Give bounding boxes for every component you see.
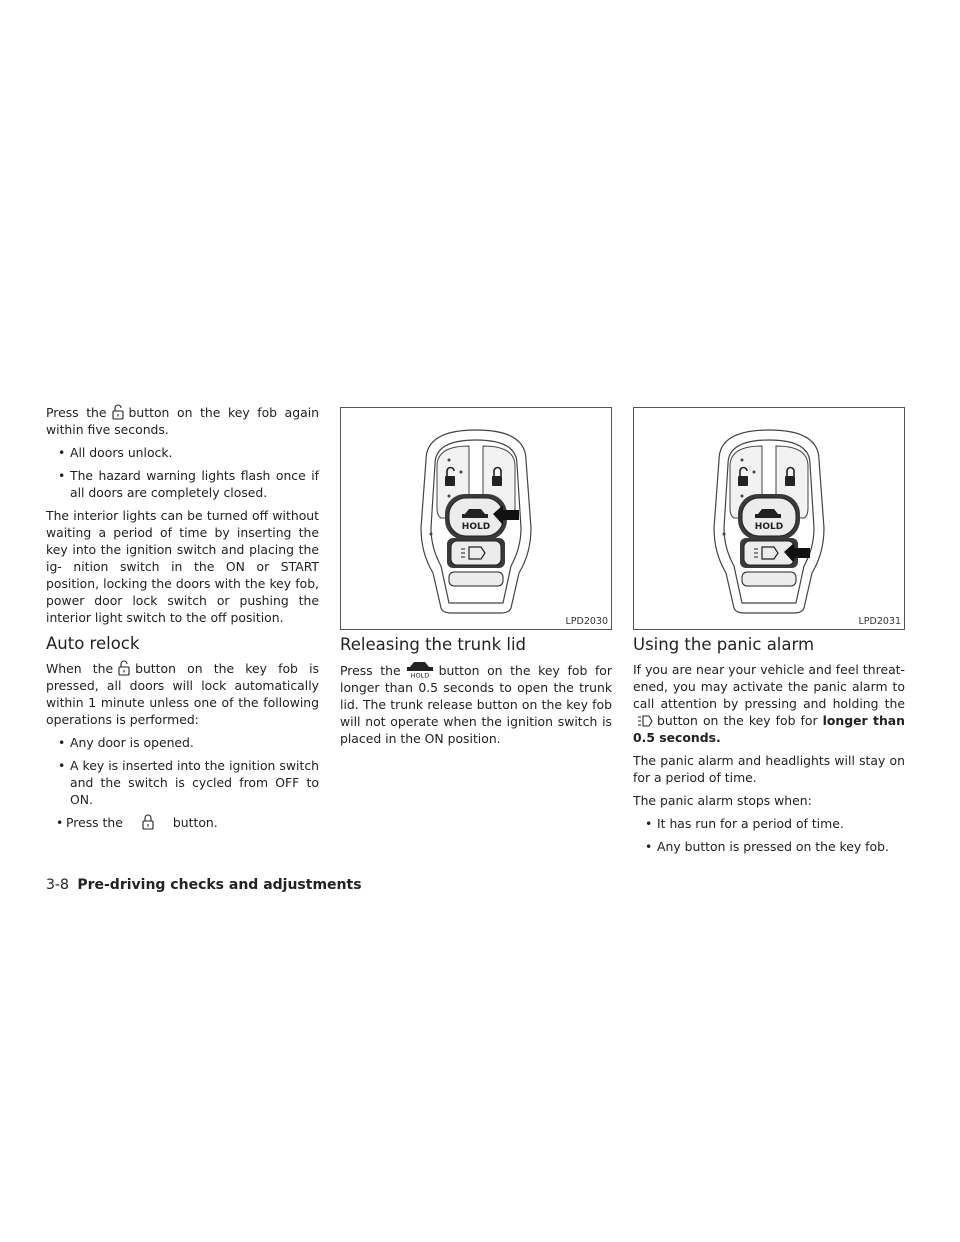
paragraph-auto-relock [46,660,319,728]
page-footer [46,876,362,894]
text-button-on-fob-for: button on the key fob for [657,713,818,728]
paragraph-panic-duration: The panic alarm and headlights will stay on for a period of time. [633,753,905,785]
svg-text:HOLD: HOLD [410,671,429,678]
bullet-key-inserted: • A key is inserted into the ignition switch and the switch is cycled from OFF to ON. [46,757,319,808]
key-fob-illustration [341,408,611,629]
column-left [46,404,319,837]
paragraph-panic-stops: The panic alarm stops when: [633,793,812,808]
column-right [633,635,905,861]
paragraph-interior-lights: The interior lights can be turned off without waiting a period of time by inserting the key into the ignition switch and placing the ig- nition switch in the ON or START position, locking the doors with the key fob, power door lock switch or pushing the interior light switch to the off position. [46,508,319,625]
bullet-all-doors-unlock: • All doors unlock. [46,444,319,461]
figure-code: LPD2030 [565,616,608,627]
panic-icon [637,714,653,728]
svg-text:HOLD: HOLD [754,522,784,532]
text-panic-intro: If you are near your vehicle and feel threat- ened, you may activate the panic alarm to call attention by pressing and holding the [633,662,905,711]
page-number: 3-8 [46,877,69,893]
paragraph-unlock-again [46,404,319,438]
text-when-the: When the [46,661,114,676]
column-middle [340,635,612,753]
section-title: Pre-driving checks and adjustments [77,877,362,893]
key-fob-illustration [634,408,904,629]
lock-icon [141,814,155,830]
paragraph-panic-activate [633,661,905,746]
bullet-hazard-flash: • The hazard warning lights flash once if all doors are completely closed. [46,467,319,501]
trunk-hold-icon [405,661,435,678]
text-button-on-fob-again: button on the key fob again within five seconds. [46,405,319,437]
heading-panic-alarm: Using the panic alarm [633,635,815,654]
paragraph-trunk-release [340,661,612,747]
figure-trunk-button [340,407,612,630]
text-auto-relock-description: button on the key fob is pressed, all doors will lock automatically within 1 minute unless one of the following operations is performed: [46,661,319,727]
heading-auto-relock: Auto relock [46,634,140,653]
text-press-the: Press the [46,405,107,420]
text-press-the-2: Press the [66,815,123,830]
bullet-any-button: • Any button is pressed on the key fob. [633,838,905,855]
figure-panic-button [633,407,905,630]
unlock-icon [111,404,125,420]
bullet-door-opened: • Any door is opened. [46,734,319,751]
svg-text:HOLD: HOLD [461,522,491,532]
bullet-press-lock [46,814,319,831]
text-button: button. [172,815,218,830]
heading-releasing-trunk-lid: Releasing the trunk lid [340,635,527,654]
bullet-run-period: • It has run for a period of time. [633,815,905,832]
text-longer-than: longer than 0.5 seconds. [633,713,905,745]
unlock-icon [117,660,131,676]
text-trunk-description: button on the key fob for longer than 0.5 seconds to open the trunk lid. The trunk release button on the key fob will not operate when the ignition switch is placed in the ON position. [340,663,612,746]
figure-code: LPD2031 [858,616,901,627]
text-press-the: Press the [340,663,401,678]
